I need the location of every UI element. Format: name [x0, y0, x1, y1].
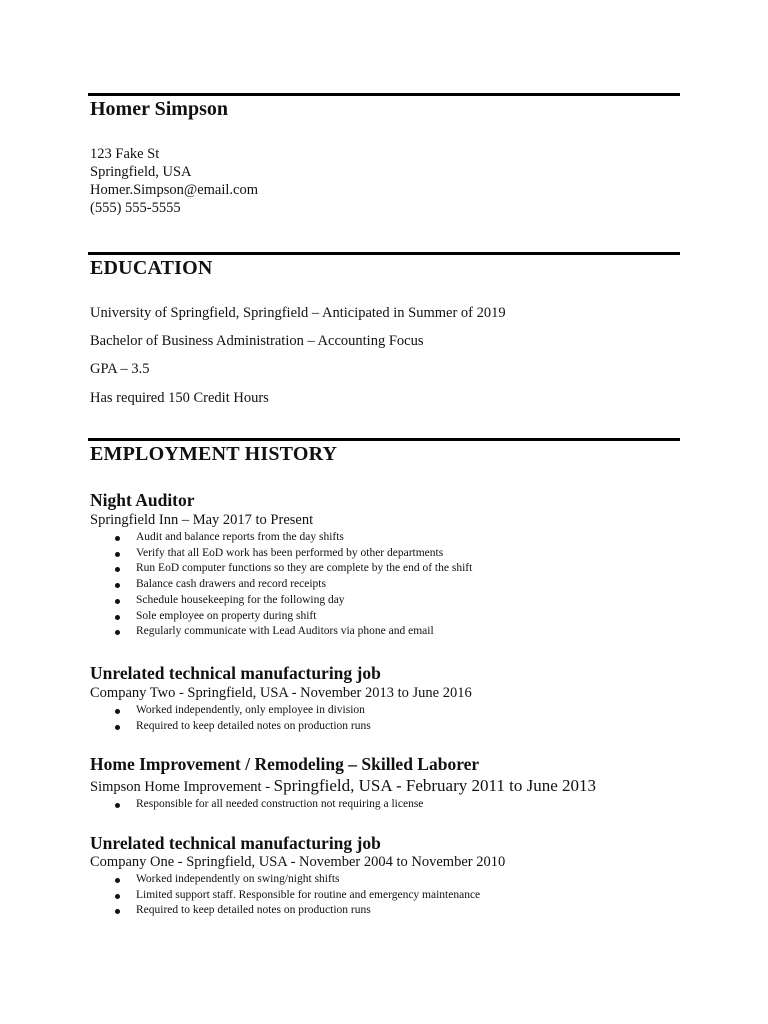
list-item: Required to keep detailed notes on production runs	[90, 719, 371, 735]
job-title: Night Auditor	[90, 490, 195, 510]
job-duties-list	[90, 872, 480, 919]
job-duties-list	[90, 797, 423, 813]
job-subtitle: Company Two - Springfield, USA - November 2013 to June 2016	[90, 685, 472, 701]
list-item: Audit and balance reports from the day shifts	[90, 530, 472, 546]
job-subtitle-company: Simpson Home Improvement -	[90, 779, 274, 795]
education-line: GPA – 3.5	[90, 361, 150, 377]
list-item: Required to keep detailed notes on production runs	[90, 903, 480, 919]
list-item: Run EoD computer functions so they are complete by the end of the shift	[90, 561, 472, 577]
list-item: Schedule housekeeping for the following day	[90, 593, 472, 609]
education-line: Bachelor of Business Administration – Accounting Focus	[90, 333, 424, 349]
education-heading: EDUCATION	[90, 257, 213, 279]
email-address: Homer.Simpson@email.com	[90, 182, 259, 198]
job-subtitle-dates: Springfield, USA - February 2011 to June 2013	[273, 776, 597, 795]
employment-divider	[88, 438, 680, 441]
list-item: Regularly communicate with Lead Auditors via phone and email	[90, 624, 472, 640]
list-item: Sole employee on property during shift	[90, 609, 472, 625]
education-line: University of Springfield, Springfield – Anticipated in Summer of 2019	[90, 305, 506, 321]
education-divider	[88, 252, 680, 255]
list-item: Responsible for all needed construction not requiring a license	[90, 797, 423, 813]
job-title: Home Improvement / Remodeling – Skilled Laborer	[90, 754, 480, 774]
employment-heading: EMPLOYMENT HISTORY	[90, 443, 338, 465]
job-title: Unrelated technical manufacturing job	[90, 663, 381, 683]
phone-number: (555) 555-5555	[90, 200, 181, 216]
job-duties-list	[90, 530, 472, 640]
list-item: Worked independently, only employee in division	[90, 703, 371, 719]
address-line-1: 123 Fake St	[90, 146, 160, 162]
job-subtitle: Company One - Springfield, USA - November 2004 to November 2010	[90, 854, 506, 870]
candidate-name: Homer Simpson	[90, 98, 228, 120]
job-title: Unrelated technical manufacturing job	[90, 833, 381, 853]
job-subtitle	[90, 776, 596, 796]
job-duties-list	[90, 703, 371, 734]
education-line: Has required 150 Credit Hours	[90, 390, 269, 406]
address-line-2: Springfield, USA	[90, 164, 192, 180]
list-item: Verify that all EoD work has been performed by other departments	[90, 546, 472, 562]
list-item: Balance cash drawers and record receipts	[90, 577, 472, 593]
list-item: Limited support staff. Responsible for routine and emergency maintenance	[90, 888, 480, 904]
job-subtitle: Springfield Inn – May 2017 to Present	[90, 512, 314, 528]
top-divider	[88, 93, 680, 96]
list-item: Worked independently on swing/night shifts	[90, 872, 480, 888]
